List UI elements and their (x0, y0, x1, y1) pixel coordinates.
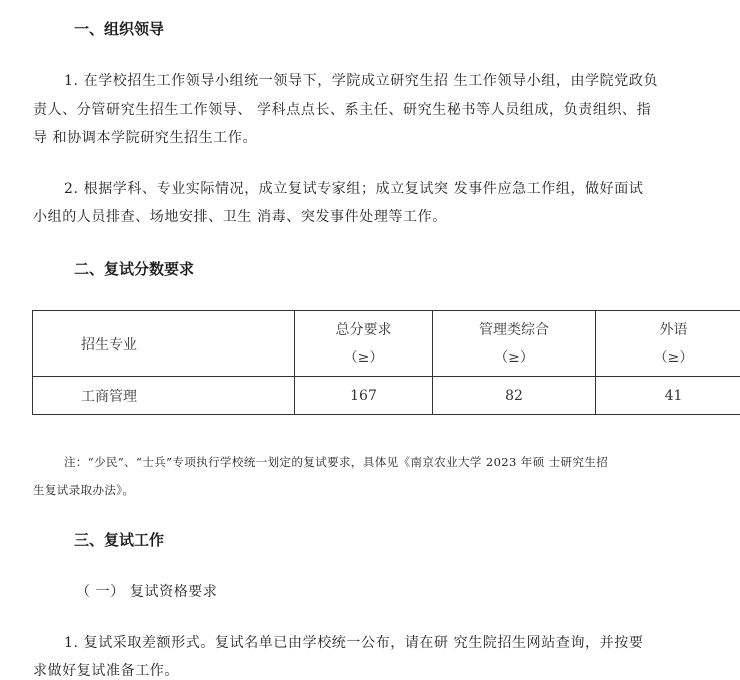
header-total-score: 总分要求 （≥） (295, 311, 433, 377)
heading-score-requirements: 二、复试分数要求 (74, 258, 194, 279)
table-row (33, 377, 740, 415)
subheading-qualification: （ 一） 复试资格要求 (76, 581, 218, 601)
paragraph-line: 导 和协调本学院研究生招生工作。 (33, 127, 257, 147)
paragraph-line: 小组的人员排查、场地安排、卫生 消毒、突发事件处理等工作。 (33, 206, 447, 226)
table-header-row (33, 311, 740, 377)
paragraph-line: 求做好复试准备工作。 (33, 660, 179, 680)
score-requirements-table (32, 310, 740, 415)
cell-language-score: 41 (596, 377, 740, 415)
heading-organization: 一、组织领导 (74, 18, 164, 39)
cell-management-score: 82 (433, 377, 596, 415)
paragraph-line: 1. 复试采取差额形式。复试名单已由学校统一公布，请在研 究生院招生网站查询，并按要 (64, 632, 643, 652)
note-line: 注：“少民”、“士兵”专项执行学校统一划定的复试要求，具体见《南京农业大学 2023 年硕 士研究生招 (64, 454, 608, 470)
cell-major: 工商管理 (33, 377, 295, 415)
header-foreign-language: 外语 （≥） (596, 311, 740, 377)
paragraph-line: 责人、分管研究生招生工作领导、 学科点点长、系主任、研究生秘书等人员组成，负责组织、指 (33, 99, 651, 119)
heading-retest-work: 三、复试工作 (74, 529, 164, 550)
paragraph-line: 2. 根据学科、专业实际情况，成立复试专家组；成立复试突 发事件应急工作组，做好面试 (64, 178, 643, 198)
header-management-comprehensive: 管理类综合 （≥） (433, 311, 596, 377)
cell-total-score: 167 (295, 377, 433, 415)
paragraph-line: 1. 在学校招生工作领导小组统一领导下，学院成立研究生招 生工作领导小组，由学院党政负 (64, 70, 658, 90)
header-major: 招生专业 (33, 311, 295, 377)
note-line: 生复试录取办法》。 (33, 482, 134, 498)
